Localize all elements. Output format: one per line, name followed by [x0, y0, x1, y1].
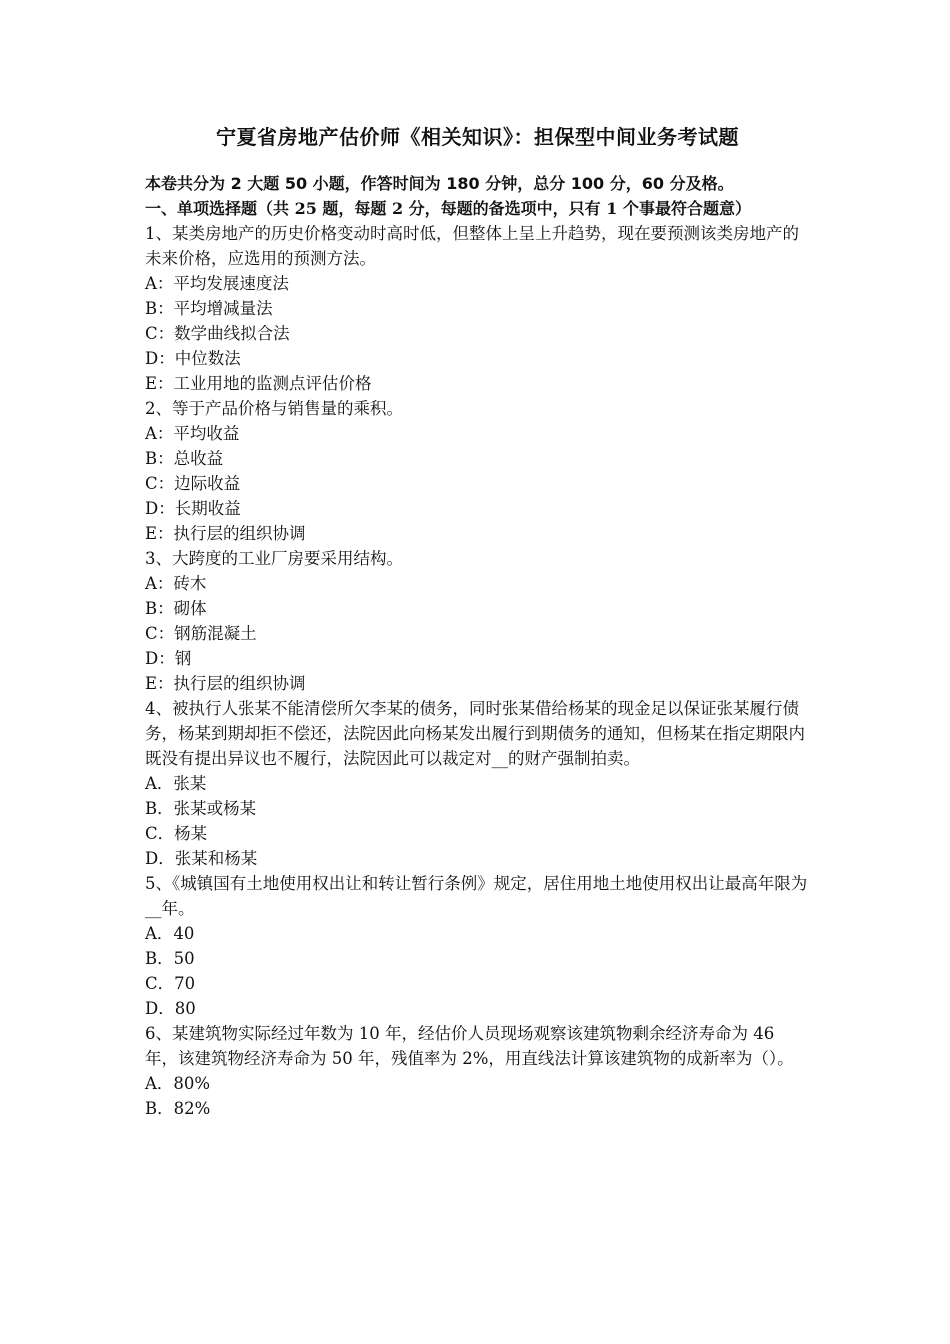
question-3	[145, 546, 810, 696]
question-stem: 3、大跨度的工业厂房要采用结构。	[145, 549, 403, 568]
option-d: D：钢	[145, 649, 192, 668]
document-page	[145, 122, 810, 1121]
question-1	[145, 221, 810, 396]
option-c: C：数学曲线拟合法	[145, 324, 290, 343]
option-d: D．张某和杨某	[145, 849, 258, 868]
option-d: D：长期收益	[145, 499, 241, 518]
option-e: E：工业用地的监测点评估价格	[145, 374, 372, 393]
option-a: A：砖木	[145, 574, 207, 593]
question-6	[145, 1021, 810, 1121]
option-b: B．张某或杨某	[145, 799, 257, 818]
question-4	[145, 696, 810, 871]
option-b: B：平均增减量法	[145, 299, 273, 318]
option-b: B．82%	[145, 1099, 211, 1118]
question-5	[145, 871, 810, 1021]
option-b: B：砌体	[145, 599, 207, 618]
option-b: B：总收益	[145, 449, 224, 468]
option-e: E：执行层的组织协调	[145, 674, 306, 693]
option-a: A．40	[145, 924, 195, 943]
option-c: C．杨某	[145, 824, 208, 843]
option-c: C：边际收益	[145, 474, 241, 493]
exam-intro: 本卷共分为 2 大题 50 小题，作答时间为 180 分钟，总分 100 分，60 分及格。	[145, 174, 734, 193]
option-a: A．80%	[145, 1074, 211, 1093]
option-b: B．50	[145, 949, 195, 968]
option-d: D．80	[145, 999, 196, 1018]
question-stem: 6、某建筑物实际经过年数为 10 年，经估价人员现场观察该建筑物剩余经济寿命为 46 年，该建筑物经济寿命为 50 年，残值率为 2%，用直线法计算该建筑物的成新率为（）。	[145, 1024, 794, 1068]
question-stem: 4、被执行人张某不能清偿所欠李某的债务，同时张某借给杨某的现金足以保证张某履行债务，杨某到期却拒不偿还，法院因此向杨某发出履行到期债务的通知，但杨某在指定期限内既没有提出异议也不履行，法院因此可以裁定对__的财产强制拍卖。	[145, 699, 805, 768]
option-d: D：中位数法	[145, 349, 241, 368]
question-stem: 5、《城镇国有土地使用权出让和转让暂行条例》规定，居住用地土地使用权出让最高年限为__年。	[145, 874, 808, 918]
option-c: C：钢筋混凝土	[145, 624, 257, 643]
option-c: C．70	[145, 974, 196, 993]
question-stem: 2、等于产品价格与销售量的乘积。	[145, 399, 403, 418]
question-stem: 1、某类房地产的历史价格变动时高时低，但整体上呈上升趋势，现在要预测该类房地产的未来价格，应选用的预测方法。	[145, 224, 799, 268]
document-title: 宁夏省房地产估价师《相关知识》：担保型中间业务考试题	[216, 125, 739, 149]
option-a: A．张某	[145, 774, 207, 793]
question-2	[145, 396, 810, 546]
section-heading: 一、单项选择题（共 25 题，每题 2 分，每题的备选项中，只有 1 个事最符合题意）	[145, 199, 751, 218]
option-e: E：执行层的组织协调	[145, 524, 306, 543]
option-a: A：平均发展速度法	[145, 274, 289, 293]
option-a: A：平均收益	[145, 424, 240, 443]
